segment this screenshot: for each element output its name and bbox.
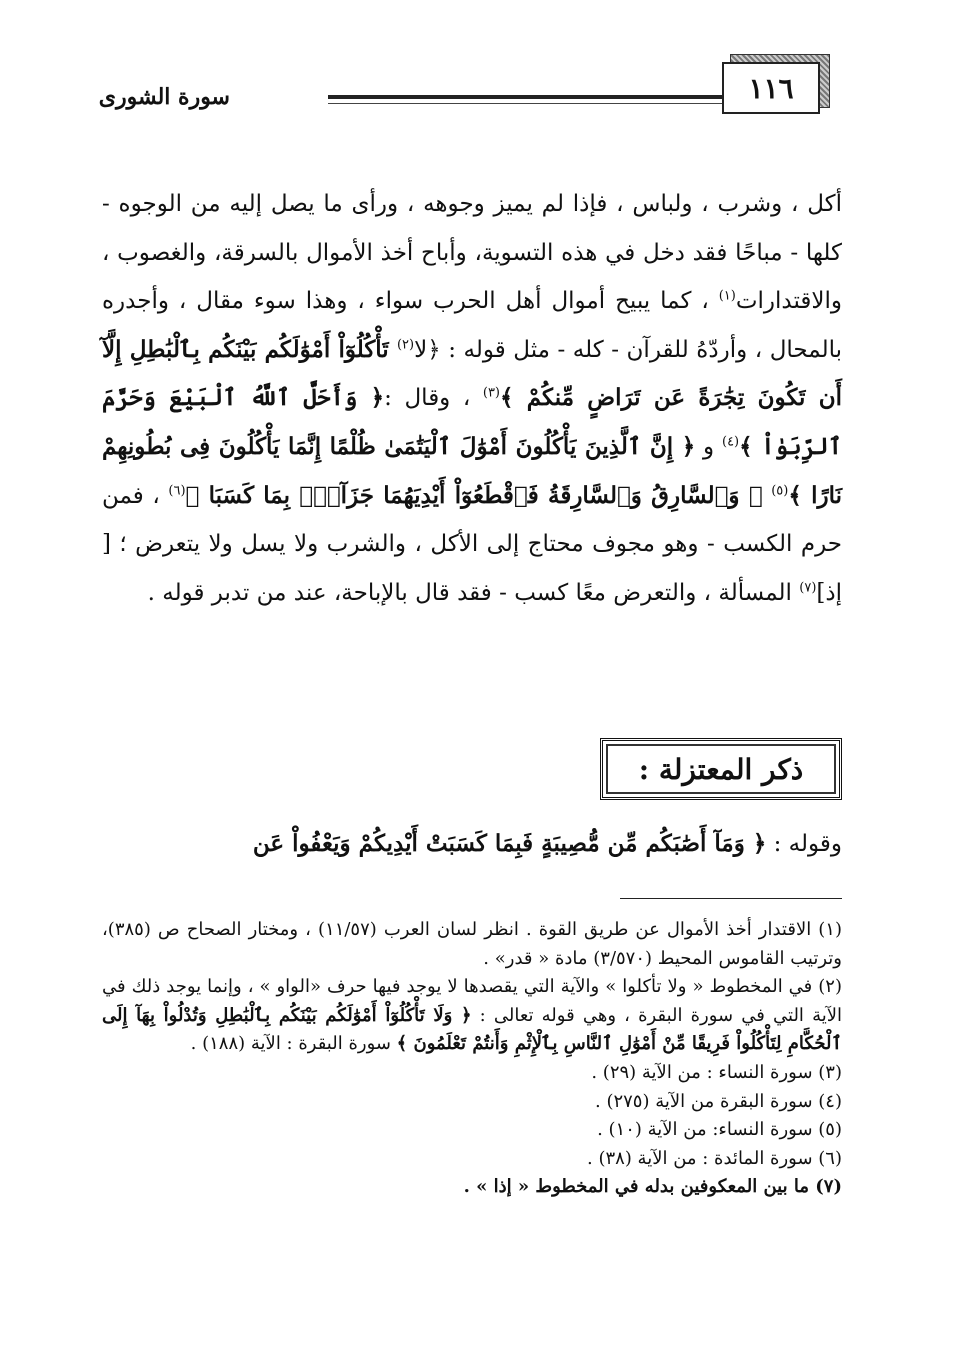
footnote-3: (٣) سورة النساء : من الآية (٢٩) .: [591, 1061, 842, 1083]
footnote-2: [102, 973, 842, 1059]
text-run: وقوله :: [766, 831, 842, 857]
footnote-6: (٦) سورة المائدة : من الآية (٣٨) .: [587, 1147, 842, 1169]
text-run: أكل ، وشرب ، ولباس ، فإذا لم يميز وجوهه ، ورأى ما يصل إليه من الوجوه - كلها - مباحًا فقد دخل في هذه التسوية، وأباح أخذ الأموال بالسرقة، والغصوب ، والاقتدارات: [102, 191, 842, 315]
body-paragraph: [102, 180, 842, 617]
footnote-separator: [620, 898, 842, 899]
quran-verse: ﴿ وَأَحَلَّ ٱللَّهُ ٱلْبَيْعَ وَحَرَّمَ ٱلرِّبَوٰاْ ﴾: [102, 384, 842, 460]
header-rule-thin: [328, 103, 722, 104]
footnote-ref-2: (٢): [396, 337, 415, 353]
section-heading: [600, 738, 842, 800]
text-run: المسألة ، والتعرض معًا كسب - فقد قال بالإباحة، عند من تدبر قوله .: [147, 579, 800, 606]
footnote-ref-3: (٣): [482, 385, 500, 401]
surah-title: سورة الشورى: [98, 84, 230, 110]
header-rule: [328, 95, 722, 99]
quran-verse: تَأْكُلُوٓاْ أَمْوَٰلَكُم بَيْنَكُم بِٱلْبَٰطِلِ إِلَّآ أَن تَكُونَ تِجَٰرَةً عَن تَرَاضٍ مِّنكُمْ ﴾: [102, 335, 842, 412]
quran-verse: ﴿ وَلَا تَأْكُلُوٓاْ أَمْوَٰلَكُم بَيْنَكُم بِٱلْبَٰطِلِ وَتُدْلُواْ بِهَآ إِلَى ٱلْحُكَّامِ لِتَأْكُلُواْ فَرِيقًا مِّنْ أَمْوَٰلِ ٱلنَّاسِ بِٱلْإِثْمِ وَأَنتُمْ تَعْلَمُونَ ﴾: [102, 1004, 842, 1055]
footnote-ref-1: (١): [718, 288, 736, 304]
text-run: ، فمن حرم الكسب - وهو مجوف محتاج إلى الأكل ، والشرب ولا يسل ولا يتعرض ؛ [ إذ]: [102, 482, 842, 606]
footnote-1: (١) الاقتدار أخذ الأموال عن طريق القوة . انظر لسان العرب (١١/٥٧) ، ومختار الصحاح ص (٣٨٥)، وترتيب القاموس المحيط (٣/٥٧٠) مادة « قدر» .: [102, 919, 842, 969]
text-run: ، كما يبيح أموال أهل الحرب سواء ، وهذا سوء مقال ، وأجدره بالمحال ، وأردّهُ للقرآن - كله - مثل قوله : ﴿لا: [102, 288, 842, 363]
body-text-continued: [102, 822, 842, 866]
quran-verse: ﴿ وَمَآ أَصَٰبَكُم مِّن مُّصِيبَةٍ فَبِمَا كَسَبَتْ أَيْدِيكُمْ وَيَعْفُواْ عَن: [252, 830, 767, 857]
footnote-ref-4: (٤): [721, 434, 740, 450]
footnote-text: (٢) في المخطوط « ولا تأكلوا » والآية التي يقصدها لا يوجد فيها حرف «الواو » ، وإنما يوجد ذلك في الآية التي في سورة البقرة ، وهي قوله تعالى :: [102, 976, 842, 1026]
footnote-4: (٤) سورة البقرة من الآية (٢٧٥) .: [595, 1090, 842, 1112]
footnote-text: سورة البقرة : الآية (١٨٨) .: [190, 1033, 397, 1055]
footnote-7: (٧) ما بين المعكوفين بدله في المخطوط « إذا » .: [463, 1176, 842, 1198]
footnote-ref-6: (٦): [168, 482, 186, 498]
text-run: ، وقال :: [384, 385, 483, 412]
section-heading-text: ذكر المعتزلة :: [638, 752, 804, 786]
footnote-ref-7: (٧): [799, 580, 817, 596]
text-run: [763, 483, 772, 509]
quran-verse: ﴿ إِنَّ ٱلَّذِينَ يَأْكُلُونَ أَمْوَٰلَ ٱلْيَتَٰمَىٰ ظُلْمًا إِنَّمَا يَأْكُلُونَ فِى بُطُونِهِمْ نَارًا ﴾: [102, 432, 842, 509]
text-run: و: [695, 433, 722, 460]
page-number: [722, 62, 820, 114]
footnotes: [102, 916, 842, 1202]
body-text: [102, 180, 842, 617]
page-number-text: ١١٦: [748, 71, 794, 105]
footnote-ref-5: (٥): [771, 482, 789, 498]
quran-verse: ﴿ وَٱلسَّارِقُ وَٱلسَّارِقَةُ فَٱقْطَعُوٓاْ أَيْدِيَهُمَا جَزَآءًۢ بِمَا كَسَبَا ﴾: [185, 481, 763, 509]
footnote-5: (٥) سورة النساء: من الآية (١٠) .: [597, 1119, 842, 1141]
